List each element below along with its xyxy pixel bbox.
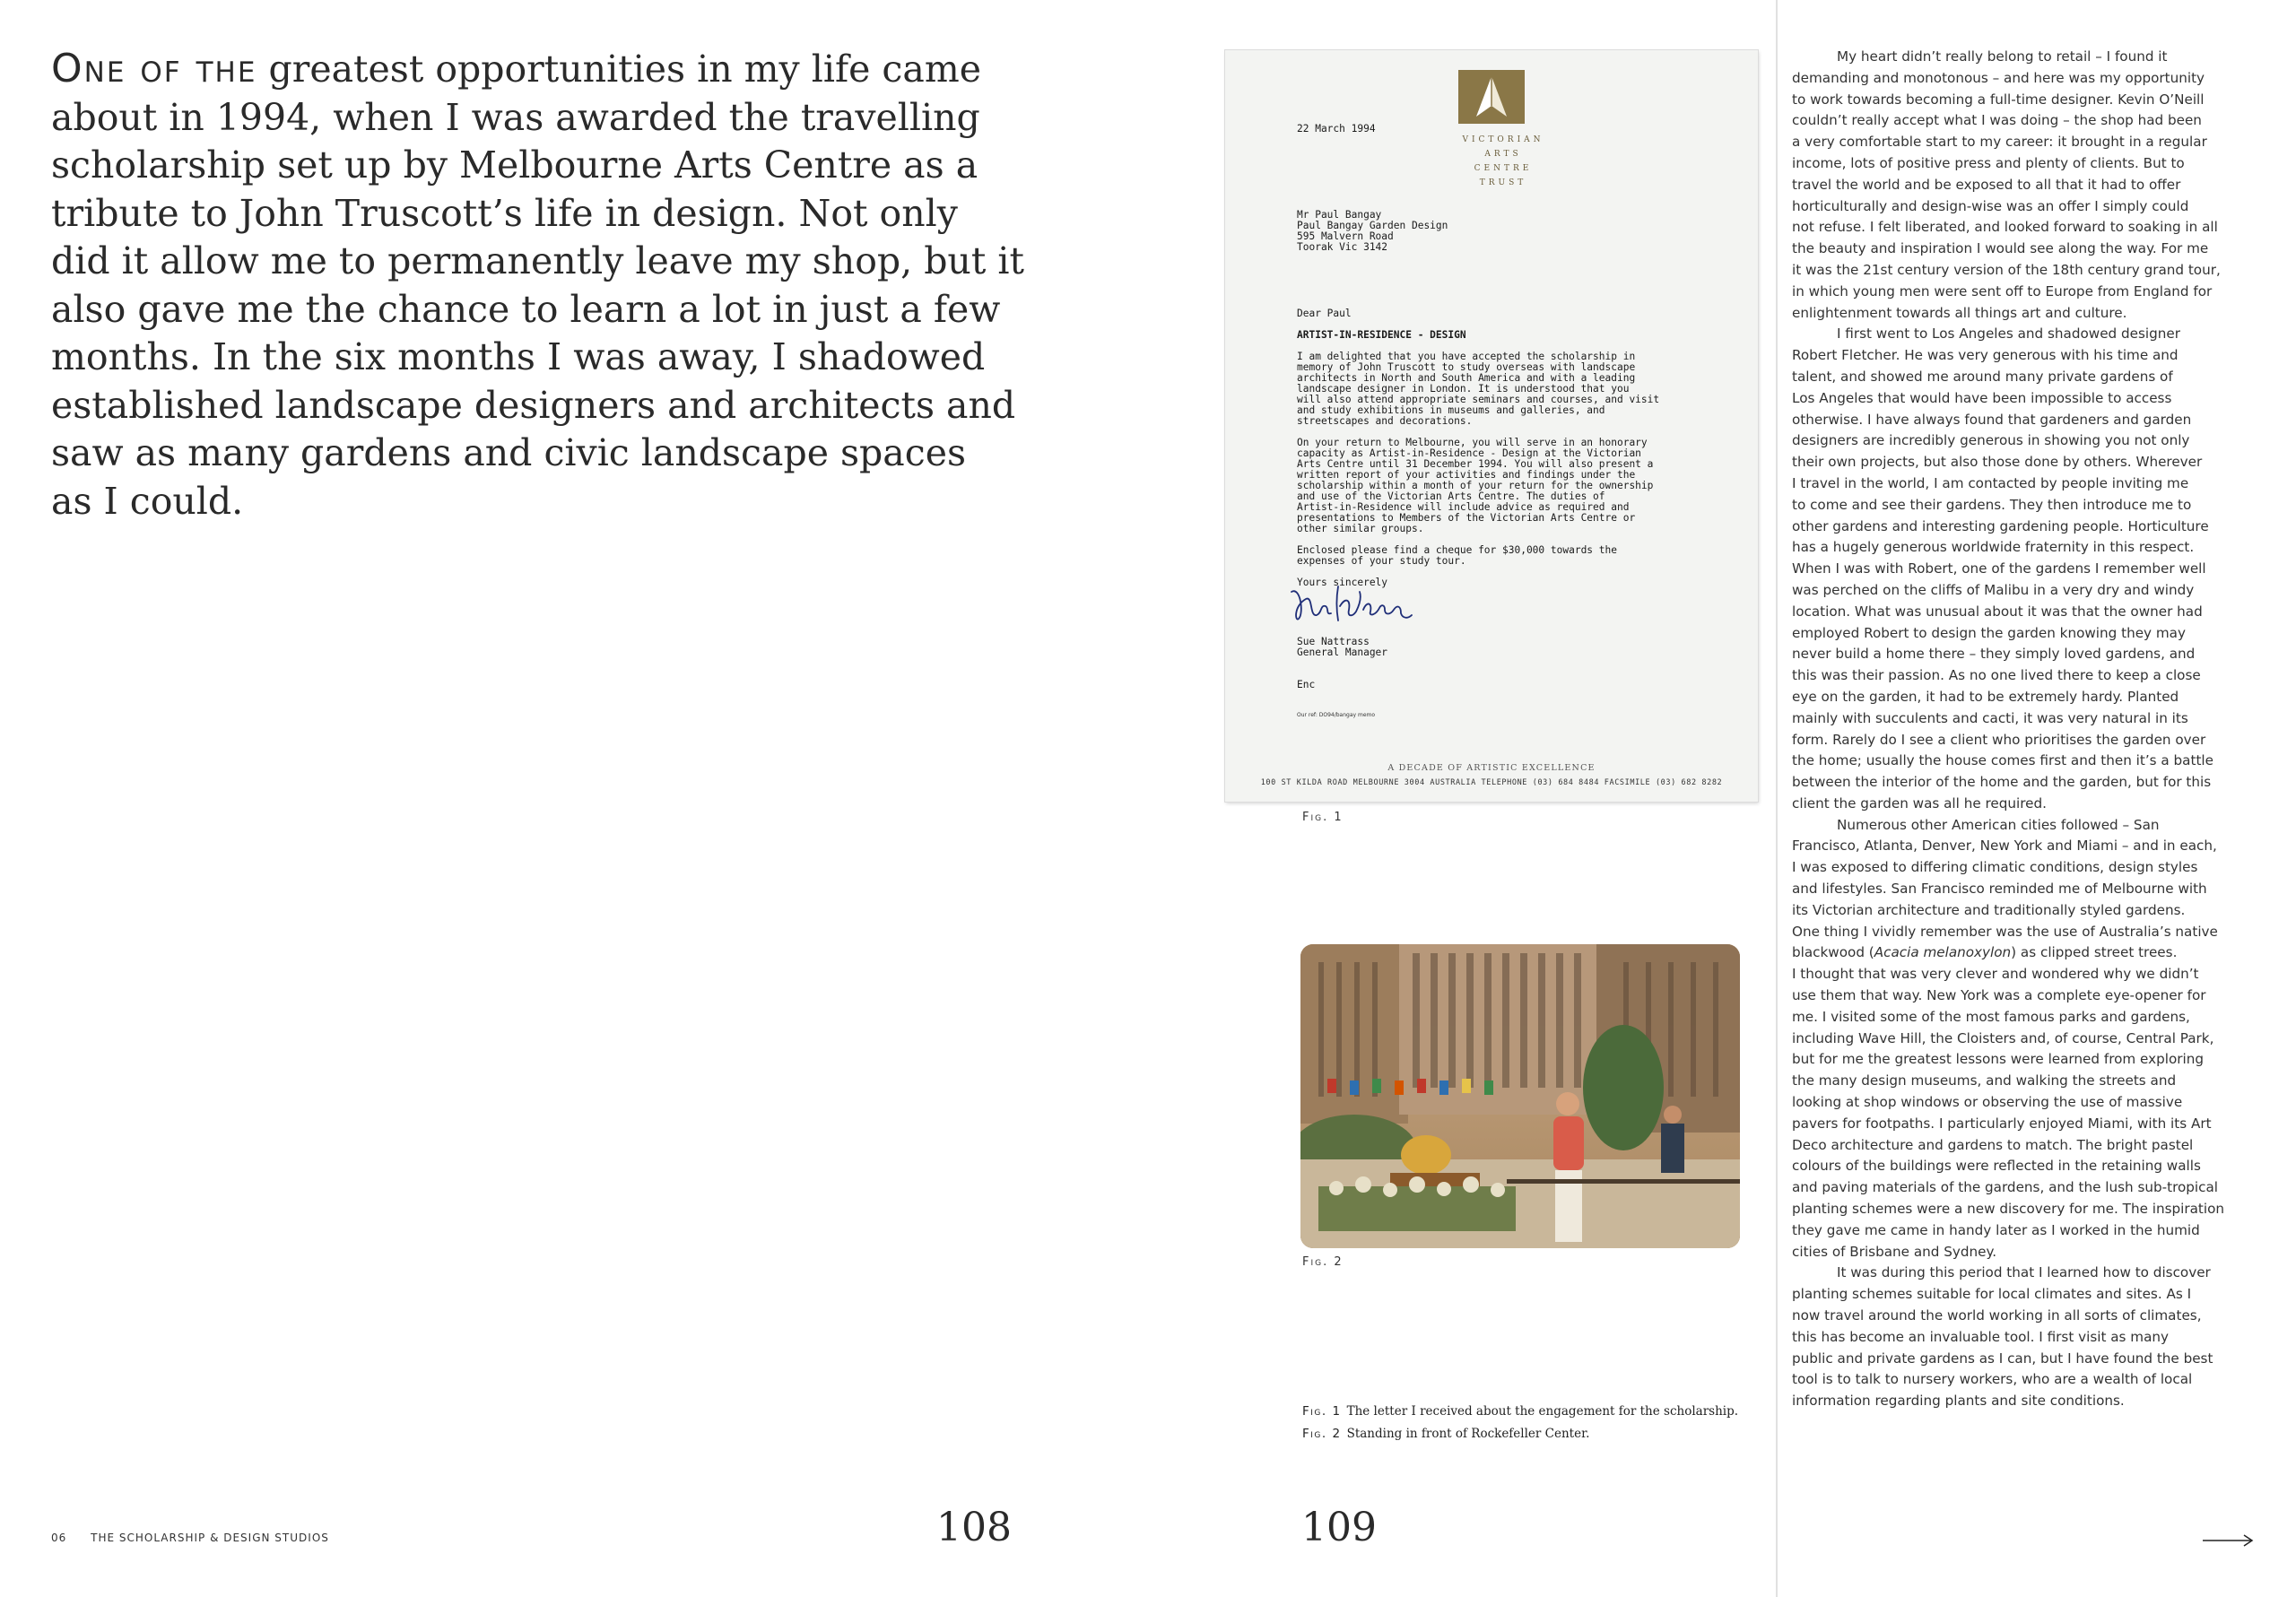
lead-line: tribute to John Truscott’s life in design. Not only (51, 191, 958, 235)
recipient-line: Toorak Vic 3142 (1297, 241, 1388, 253)
body-line: this has become an invaluable tool. I first visit as many (1792, 1328, 2169, 1345)
body-line: between the interior of the home and the garden, but for this (1792, 774, 2212, 791)
body-line: travel the world and be exposed to all that it had to offer (1792, 176, 2181, 193)
running-footer (51, 1532, 329, 1544)
figure-captions (1302, 1401, 1738, 1445)
letter-closing: Yours sincerely (1297, 577, 1388, 588)
body-line: client the garden was all he required. (1792, 794, 2047, 812)
letter-line: scholarship within a month of your return for the ownership (1297, 480, 1654, 491)
lead-line: about in 1994, when I was awarded the travelling (51, 95, 980, 139)
body-line: including Wave Hill, the Cloisters and, of course, Central Park, (1792, 1029, 2214, 1046)
body-line: couldn’t really accept what I was doing – the shop had been (1792, 112, 2202, 129)
body-line: in which young men were sent off to Europe from England for (1792, 282, 2213, 299)
body-line: My heart didn’t really belong to retail – I found it (1837, 48, 2168, 65)
body-line: not refuse. I felt liberated, and looked forward to soaking in all (1792, 219, 2218, 236)
caption-2: Fig. 2 Standing in front of Rockefeller Center. (1302, 1427, 1590, 1441)
caption-1: Fig. 1 The letter I received about the engagement for the scholarship. (1302, 1404, 1739, 1419)
body-line: has a hugely generous worldwide fraternity in this respect. (1792, 539, 2195, 556)
lead-small-caps: One of the (51, 46, 257, 91)
letter-line: Arts Centre until 31 December 1994. You will also present a (1297, 458, 1654, 470)
body-line: colours of the buildings were reflected in the retaining walls (1792, 1158, 2201, 1175)
recipient-line: 595 Malvern Road (1297, 230, 1394, 242)
body-line: its Victorian architecture and traditionally styled gardens. (1792, 901, 2186, 918)
body-line: form. Rarely do I see a client who prioritises the garden over (1792, 731, 2206, 748)
body-line: tool is to talk to nursery workers, who are a wealth of local (1792, 1371, 2193, 1388)
body-line: and paving materials of the gardens, and the lush sub-tropical (1792, 1179, 2219, 1196)
body-line: otherwise. I have always found that gardeners and garden (1792, 411, 2192, 428)
page-divider (1776, 0, 1778, 1597)
body-line: looking at shop windows or observing the use of massive (1792, 1094, 2183, 1111)
body-line: planting schemes were a new discovery for me. The inspiration (1792, 1201, 2225, 1218)
figure-label: Fig. 2 (1302, 1255, 1344, 1269)
letter-reference: Our ref: DO94/bangay memo (1297, 712, 1376, 718)
body-line: Deco architecture and gardens to match. The bright pastel (1792, 1136, 2194, 1153)
body-line: use them that way. New York was a complete eye-opener for (1792, 987, 2206, 1004)
body-line: it was the 21st century version of the 18th century grand tour, (1792, 261, 2221, 278)
letter-line: and use of the Victorian Arts Centre. The duties of (1297, 490, 1605, 502)
body-line: public and private gardens as I can, but I have found the best (1792, 1350, 2213, 1367)
body-line: other gardens and interesting gardening people. Horticulture (1792, 517, 2209, 534)
letter-enclosure: Enc (1297, 679, 1316, 690)
body-line: now travel around the world working in all sorts of climates, (1792, 1307, 2202, 1324)
letter-line: I am delighted that you have accepted the scholarship in (1297, 351, 1636, 362)
letter-date: 22 March 1994 (1297, 123, 1376, 135)
body-line: employed Robert to design the garden knowing they may (1792, 624, 2186, 641)
body-line: mainly with succulents and cacti, it was very natural in its (1792, 709, 2188, 726)
chapter-number: 06 (51, 1532, 67, 1544)
body-line: me. I visited some of the most famous parks and gardens, (1792, 1008, 2190, 1025)
body-line: Francisco, Atlanta, Denver, New York and Miami – and in each, (1792, 838, 2217, 855)
body-line: was perched on the cliffs of Malibu in a very dry and windy (1792, 581, 2195, 598)
letter-line: other similar groups. (1297, 523, 1424, 534)
body-line: It was during this period that I learned how to discover (1837, 1264, 2211, 1281)
lead-line: did it allow me to permanently leave my shop, but it (51, 239, 1024, 282)
rockefeller-center-photo (1300, 944, 1740, 1248)
letter-subject: ARTIST-IN-RESIDENCE - DESIGN (1297, 329, 1466, 341)
body-line: designers are incredibly generous in showing you not only (1792, 432, 2190, 449)
body-line: pavers for footpaths. I particularly enjoyed Miami, with its Art (1792, 1115, 2212, 1132)
body-line: they gave me came in handy later as I worked in the humid (1792, 1221, 2200, 1238)
letter-line: landscape designer in London. It is understood that you (1297, 383, 1630, 395)
body-line: Robert Fletcher. He was very generous with his time and (1792, 347, 2179, 364)
body-line: information regarding plants and site conditions. (1792, 1393, 2125, 1410)
letter-line: streetscapes and decorations. (1297, 415, 1473, 427)
body-line: this was their passion. As no one lived there to keep a close (1792, 667, 2201, 684)
arrow-right-icon[interactable] (2203, 1533, 2255, 1548)
salutation: Dear Paul (1297, 308, 1352, 319)
lead-line: scholarship set up by Melbourne Arts Centre as a (51, 143, 978, 187)
recipient-line: Mr Paul Bangay (1297, 209, 1382, 221)
lead-line: also gave me the chance to learn a lot in just a few (51, 287, 1001, 331)
scholarship-letter-image (1225, 50, 1758, 802)
letter-line: Artist-in-Residence will include advice as required and (1297, 501, 1630, 513)
body-line: their own projects, but also those done by others. Wherever (1792, 454, 2203, 471)
signature-icon (1286, 579, 1421, 633)
body-line: Los Angeles that would have been impossible to access (1792, 389, 2172, 406)
letter-line: expenses of your study tour. (1297, 555, 1466, 567)
letter-line: will also attend appropriate seminars and courses, and visit (1297, 394, 1660, 405)
recipient-line: Paul Bangay Garden Design (1297, 220, 1448, 231)
figure-label: Fig. 1 (1302, 811, 1344, 824)
body-line: never build a home there – they simply loved gardens, and (1792, 646, 2196, 663)
letter-line: architects in North and South America and with a leading (1297, 372, 1636, 384)
body-line: demanding and monotonous – and here was my opportunity (1792, 69, 2205, 86)
body-line: Numerous other American cities followed – San (1837, 816, 2160, 833)
letter-line: and study exhibitions in museums and galleries, and (1297, 404, 1605, 416)
body-line: I travel in the world, I am contacted by people inviting me (1792, 474, 2189, 491)
lead-line: months. In the six months I was away, I shadowed (51, 335, 986, 378)
body-line: I first went to Los Angeles and shadowed designer (1837, 325, 2180, 343)
body-line: I thought that was very clever and wondered why we didn’t (1792, 966, 2199, 983)
lead-line: established landscape designers and architects and (51, 383, 1016, 427)
letter-line: On your return to Melbourne, you will serve in an honorary (1297, 437, 1648, 448)
letter-line: Enclosed please find a cheque for $30,000 towards the (1297, 544, 1617, 556)
body-line: the home; usually the house comes first and then it’s a battle (1792, 752, 2213, 769)
body-line: planting schemes suitable for local climates and sites. As I (1792, 1286, 2192, 1303)
body-line: income, lots of positive press and plenty of clients. But to (1792, 154, 2185, 171)
lead-line: as I could. (51, 479, 244, 523)
victorian-arts-centre-logo-icon (1458, 70, 1525, 124)
letter-line: presentations to Members of the Victorian Arts Centre or (1297, 512, 1636, 524)
body-line: location. What was unusual about it was that the owner had (1792, 603, 2203, 620)
signatory-name: Sue Nattrass (1297, 636, 1370, 647)
lead-paragraph (51, 45, 1024, 525)
body-line: I was exposed to differing climatic conditions, design styles (1792, 859, 2198, 876)
body-line: horticulturally and design-wise was an offer I simply could (1792, 197, 2189, 214)
lead-line: saw as many gardens and civic landscape spaces (51, 431, 966, 474)
body-line: cities of Brisbane and Sydney. (1792, 1243, 1997, 1260)
chapter-title: THE SCHOLARSHIP & DESIGN STUDIOS (91, 1532, 329, 1544)
signatory-title: General Manager (1297, 647, 1388, 658)
page-number-right: 109 (1301, 1505, 1377, 1550)
body-line: enlightenment towards all things art and culture. (1792, 304, 2127, 321)
body-line: but for me the greatest lessons were learned from exploring (1792, 1051, 2204, 1068)
body-line: eye on the garden, it had to be extremely hardy. Planted (1792, 688, 2179, 705)
letter-line: memory of John Truscott to study overseas with landscape (1297, 361, 1636, 373)
lead-line: One of the greatest opportunities in my life came (51, 46, 981, 91)
body-text-column (1792, 47, 2258, 1412)
body-line: a very comfortable start to my career: it brought in a regular (1792, 134, 2207, 151)
letter-tagline: A DECADE OF ARTISTIC EXCELLENCE (1387, 763, 1596, 773)
body-line: the beauty and inspiration I would see along the way. For me (1792, 240, 2209, 257)
body-line: When I was with Robert, one of the gardens I remember well (1792, 560, 2206, 577)
body-line: One thing I vividly remember was the use of Australia’s native (1792, 923, 2218, 940)
body-line: talent, and showed me around many private gardens of (1792, 368, 2173, 385)
letter-address: 100 ST KILDA ROAD MELBOURNE 3004 AUSTRALIA TELEPHONE (03) 684 8484 FACSIMILE (03) 682 8282 (1260, 778, 1723, 787)
body-line: to come and see their gardens. They then introduce me to (1792, 496, 2192, 513)
body-line: and lifestyles. San Francisco reminded me of Melbourne with (1792, 881, 2207, 898)
letter-line: capacity as Artist-in-Residence - Design at the Victorian (1297, 447, 1641, 459)
body-line: to work towards becoming a full-time designer. Kevin O’Neill (1792, 91, 2205, 108)
body-line: blackwood (Acacia melanoxylon) as clipped street trees. (1792, 944, 2178, 961)
body-line: the many design museums, and walking the streets and (1792, 1072, 2177, 1089)
letter-line: written report of your activities and findings under the (1297, 469, 1636, 481)
org-name: VICTORIAN ARTS CENTRE TRUST (1462, 135, 1544, 187)
page-number-left: 108 (936, 1505, 1012, 1550)
